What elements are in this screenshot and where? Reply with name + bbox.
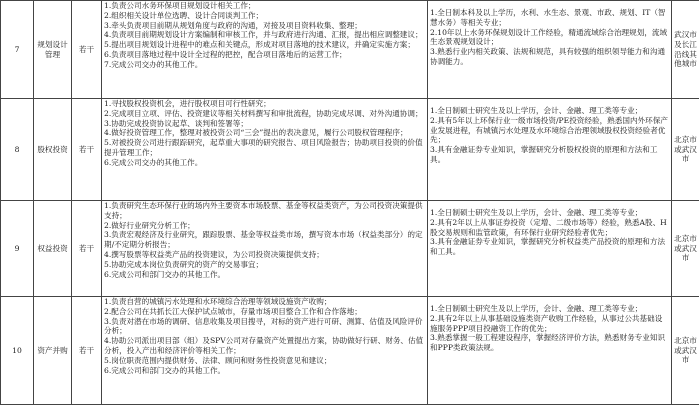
headcount: 若干 [72,1,102,99]
requirement-line: 3.具有金融证券专业知识，掌握研究分析权益类产品投资的原理和方法和工具。 [430,237,666,257]
duty-line: 5.对被投资公司进行跟踪研究，起草重大事项的研究报告、项目风险报告；协助项目投资的价值提升管理工作； [104,138,423,157]
duty-line: 3.负责宏观经济及行业研究，跟踪股票、基金等权益类市场，撰写资本市场（权益类部分）的定期/不定期分析报告； [104,230,423,250]
duty-line: 2.做好行业研究分析工作； [104,220,195,230]
duty-line: 4.撰写股票等权益类产品的投资建议，为公司投资决策提供支持； [104,249,324,259]
requirement-line: 3.熟悉行业内相关政策、法规和规范，具有较强的组织领导能力和沟通协调能力。 [430,47,666,66]
requirement-line: 2.具有5年以上环保行业一级市场投资/PE投资经验，熟悉国内外环保产业发展进程，有城镇污水处理及水环境综合治理领域股权投资经验者优先； [430,115,668,145]
duty-line: 3.协助完成投资协议起草、谈判和签署等； [104,118,248,128]
requirement-line: 1.全日制硕士研究生及以上学历，会计、金融、理工类等专业； [430,208,643,217]
row-number: 9 [1,201,34,297]
table-row-9 [1,201,699,297]
job-duties [102,201,428,297]
duty-line: 1.负责公司水务环保项目规划设计相关工作； [104,1,256,10]
duty-line: 5.提出项目规划设计进程中的难点和关键点，形成对项目落地的技术建议，并确定实施方案； [104,40,415,50]
row-number: 10 [1,297,34,405]
duty-line: 2.配合公司在共抓长江大保护试点城市，存量市场项目整合工作和合作落地； [104,306,362,316]
requirement-line: 2.10年以上水务环保规划设计工作经验，精通流域综合治理规划，流域生态景观规划设计； [430,27,668,47]
requirement-line: 3.具有金融证券专业知识，掌握研究分析股权投资的原理和方法和工具。 [430,145,658,164]
work-location: 北京市或武汉市 [672,99,699,201]
headcount: 若干 [72,297,102,405]
duty-line: 2.组织相关设计单位选聘、设计合同谈判工作； [104,10,264,20]
position-name: 规划设计管理 [34,1,72,99]
work-location: 武汉市及长江沿线其他城市 [672,1,699,99]
requirement-line: 3.熟悉掌握一般工程建设程序，掌握经济评价方法，熟悉财务专业知识和PPP类政策法规。 [430,333,666,353]
duty-line: 6.完成公司交办的其他工作。 [104,157,203,167]
headcount: 若干 [72,99,102,201]
duty-line: 5.协助完成本岗位负责研究的资产的交易事宜； [104,259,264,269]
job-requirements [428,297,672,405]
headcount: 若干 [72,201,102,297]
duty-line: 5.岗位职责范围内提供财务、法律、顾问和财务性投资意见和建议； [104,355,332,365]
duty-line: 4.协助公司派出项目部（组）及SPV公司对存量资产处置提出方案，协助做好行研、财务、估值分析，投入产出和经济评价等相关工作； [104,336,424,355]
duty-line: 1.寻找股权投资机会，进行股权项目可行性研究； [104,99,271,108]
duty-line: 4.做好投资管理工作，整理对被投资公司“三会”提出的表决意见，履行公司股权管理程序； [104,128,408,138]
requirement-line: 1.全日制硕士研究生及以上学历，会计、金融、理工类等专业； [430,106,643,115]
requirement-line: 2.具有2年以上从事证券投资（定增、二级市场等）经验，熟悉A股、H股交易规则和监管政策，有环保行业研究经验者优先； [430,217,667,237]
requirement-line: 1.全日制本科及以上学历，水利、水生态、景观、市政、规划、IT（智慧水务）等相关专业； [430,8,666,27]
duty-line: 3.牵头负责项目前期从规划角度与政府的沟通，对接及项目资料收集、整理； [104,20,362,30]
duty-line: 3.负责对潜在市场的调研、信息收集及项目搜寻，对标的资产进行可研、测算、估值及风险评价分析； [104,316,423,336]
job-duties [102,99,428,201]
duty-line: 1.负责研究生态环保行业的场内外主要资本市场股票、基金等权益类资产，为公司投资决策提供支持； [104,201,423,220]
duty-line: 7.完成公司交办的其他工作。 [104,59,203,69]
job-requirements [428,99,672,201]
table-row-10 [1,297,699,405]
duty-line: 4.负责项目前期规划设计方案编制和审核工作，并与政府进行沟通、汇报，提出相应调整建议； [104,30,423,40]
duty-line: 2.完成项目立项、评估、投资建议等相关材料撰写和审批流程，协助完成尽调、对外沟通协调； [104,108,423,118]
work-location: 北京市或武汉市 [672,201,699,297]
position-name: 股权投资 [34,99,72,201]
job-requirements [428,201,672,297]
duty-line: 6.完成公司和部门交办的其他工作。 [104,269,226,279]
job-duties [102,297,428,405]
position-name: 资产并购 [34,297,72,405]
job-duties [102,1,428,99]
row-number: 8 [1,99,34,201]
position-name: 权益投资 [34,201,72,297]
table-row-7 [1,1,699,99]
job-requirements [428,1,672,99]
duty-line: 6.负责项目落地过程中设计全过程的把控，配合项目落地后的运营工作； [104,49,347,59]
duty-line: 6.完成公司和部门交办的其他工作。 [104,365,226,375]
requirement-line: 1.全日制硕士研究生及以上学历，会计、金融、理工类等专业； [430,304,643,313]
work-location: 北京市或武汉市 [672,297,699,405]
requirement-line: 2.具有2年以上从事基础设施类资产收购工作经验，从事过公共基础设施服务PPP项目投融资工作的优先； [430,313,663,333]
row-number: 7 [1,1,34,99]
table-row-8 [1,99,699,201]
duty-line: 1.负责自营的城镇污水处理和水环境综合治理等领域设施资产收购； [104,297,332,306]
